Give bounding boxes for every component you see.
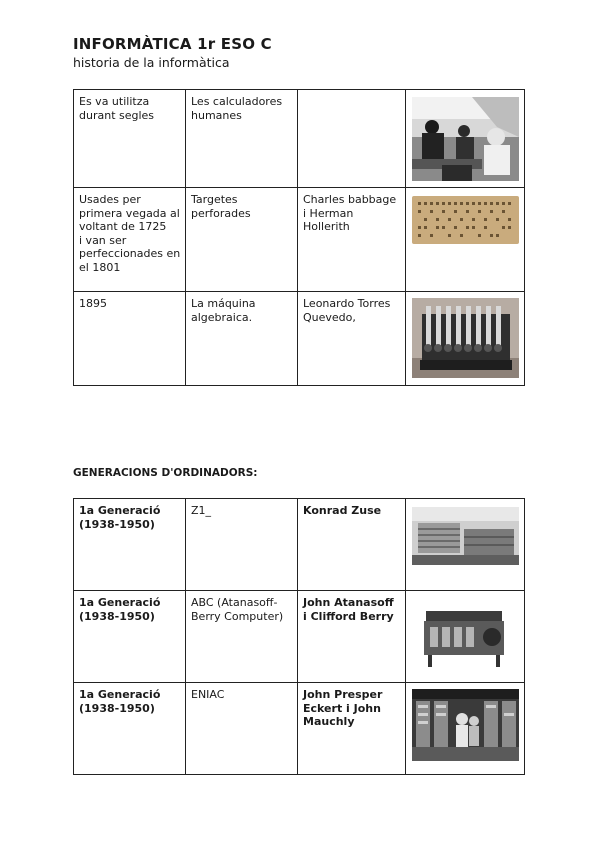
table-row: [74, 591, 525, 683]
generation-image-cell: [406, 683, 525, 775]
abc-computer-photo: [420, 607, 512, 667]
generation-image-cell: [406, 499, 525, 591]
inventor-cell: Konrad Zuse: [298, 499, 406, 591]
eniac-photo: [412, 689, 519, 761]
generations-table: [73, 498, 525, 775]
history-image-cell: [406, 188, 525, 292]
history-image-cell: [406, 90, 525, 188]
inventor-cell: John Atanasoff i Clifford Berry: [298, 591, 406, 683]
page-title: INFORMÀTICA 1r ESO C: [73, 35, 272, 53]
punched-card-photo: [412, 196, 519, 244]
history-inventor-cell: Charles babbage i Herman Hollerith: [298, 188, 406, 292]
history-invention-cell: Les calculadores humanes: [186, 90, 298, 188]
generation-cell: 1a Generació (1938-1950): [74, 499, 186, 591]
history-inventor-cell: [298, 90, 406, 188]
table-row: [74, 292, 525, 386]
machine-cell: Z1_: [186, 499, 298, 591]
table-row: [74, 499, 525, 591]
history-invention-cell: Targetes perforades: [186, 188, 298, 292]
history-image-cell: [406, 292, 525, 386]
z1-machine-photo: [412, 507, 519, 565]
generation-cell: 1a Generació (1938-1950): [74, 591, 186, 683]
table-row: [74, 90, 525, 188]
machine-cell: ABC (Atanasoff-Berry Computer): [186, 591, 298, 683]
history-invention-cell: La máquina algebraica.: [186, 292, 298, 386]
history-period-cell: Es va utilitza durant segles: [74, 90, 186, 188]
inventor-cell: John Presper Eckert i John Mauchly: [298, 683, 406, 775]
table-row: [74, 188, 525, 292]
page-subtitle: historia de la informàtica: [73, 55, 230, 70]
machine-cell: ENIAC: [186, 683, 298, 775]
history-table: [73, 89, 525, 386]
people-calculating-photo: [412, 97, 519, 181]
generation-image-cell: [406, 591, 525, 683]
table-row: [74, 683, 525, 775]
algebraic-machine-photo: [412, 298, 519, 378]
generation-cell: 1a Generació (1938-1950): [74, 683, 186, 775]
history-period-cell: 1895: [74, 292, 186, 386]
section-heading: GENERACIONS D'ORDINADORS:: [73, 467, 258, 479]
history-period-cell: Usades per primera vegada al voltant de 1725 i van ser perfeccionades en el 1801: [74, 188, 186, 292]
history-inventor-cell: Leonardo Torres Quevedo,: [298, 292, 406, 386]
